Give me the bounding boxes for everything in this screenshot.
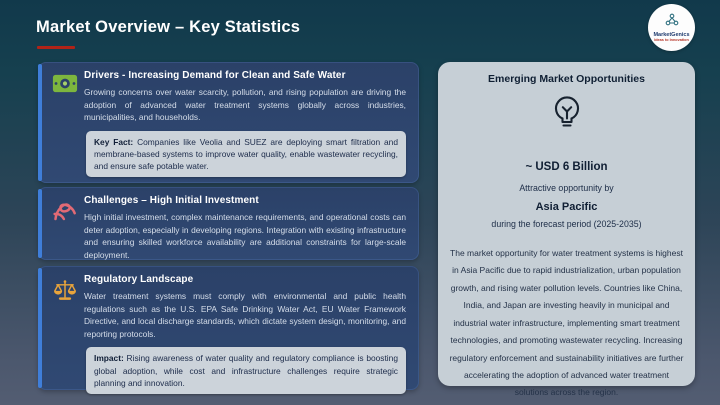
scales-icon <box>47 274 84 382</box>
key-fact-box <box>86 131 406 178</box>
impact-box <box>86 347 406 394</box>
section-body: Water treatment systems must comply with environmental and public health regulations such as the U.S. EPA Safe Drinking Water Act, EU Water Framework Directive, and local discharge standards, which dictate system design, monitoring, and reporting protocols. <box>84 291 406 339</box>
section-body: High initial investment, complex maintenance requirements, and operational costs can deter adoption, especially in developing regions. Integration with existing infrastructure and ensuring skilled workforce availability are additional constraints for large-scale deployment. <box>84 212 406 260</box>
logo-name: MarketGenics <box>653 32 690 38</box>
money-icon <box>47 70 84 175</box>
section-challenges <box>38 187 419 260</box>
key-fact-label: Key Fact: <box>94 136 134 147</box>
lightbulb-icon <box>548 94 586 139</box>
card-description: The market opportunity for water treatment systems is highest in Asia Pacific due to rapid industrialization, urban population growth, and rising water pollution levels. Countries like China, India, and Japan are investing heavily in municipal and industrial water infrastructure, implementing smart treatment technologies, and promoting wastewater recycling. Increasing regulatory enforcement and sustainability initiatives are further accelerating the adoption of advanced water treatment solutions across the region. <box>449 248 684 398</box>
title-underline <box>37 46 75 49</box>
page-title: Market Overview – Key Statistics <box>36 18 301 36</box>
market-value: ~ USD 6 Billion <box>525 161 608 173</box>
region-name: Asia Pacific <box>535 201 598 213</box>
card-title: Emerging Market Opportunities <box>488 73 645 85</box>
molecule-icon <box>665 13 679 31</box>
section-regulatory <box>38 266 419 390</box>
section-body: Growing concerns over water scarcity, pollution, and rising population are driving the adoption of advanced water treatment systems globally across industries, municipalities, and households. <box>84 87 406 123</box>
impact-label: Impact: <box>94 353 124 364</box>
key-fact-text: Companies like Veolia and SUEZ are deploying smart filtration and membrane-based systems to improve water quality, enable wastewater recycling, and ensure safe potable water. <box>94 136 398 172</box>
section-heading: Regulatory Landscape <box>84 274 194 285</box>
logo-tagline: Ideas to Innovation <box>654 38 689 42</box>
opportunity-card <box>438 62 695 398</box>
impact-text: Rising awareness of water quality and regulatory compliance is boosting global adoption, while cost and infrastructure challenges require strategic planning and innovation. <box>94 353 398 388</box>
section-drivers <box>38 62 419 183</box>
company-logo <box>648 4 695 51</box>
section-heading: Challenges – High Initial Investment <box>84 195 259 206</box>
knot-icon <box>47 195 84 252</box>
section-heading: Drivers - Increasing Demand for Clean and Safe Water <box>84 70 346 81</box>
card-subtitle: Attractive opportunity by <box>519 183 614 193</box>
forecast-period: during the forecast period (2025-2035) <box>491 219 642 229</box>
